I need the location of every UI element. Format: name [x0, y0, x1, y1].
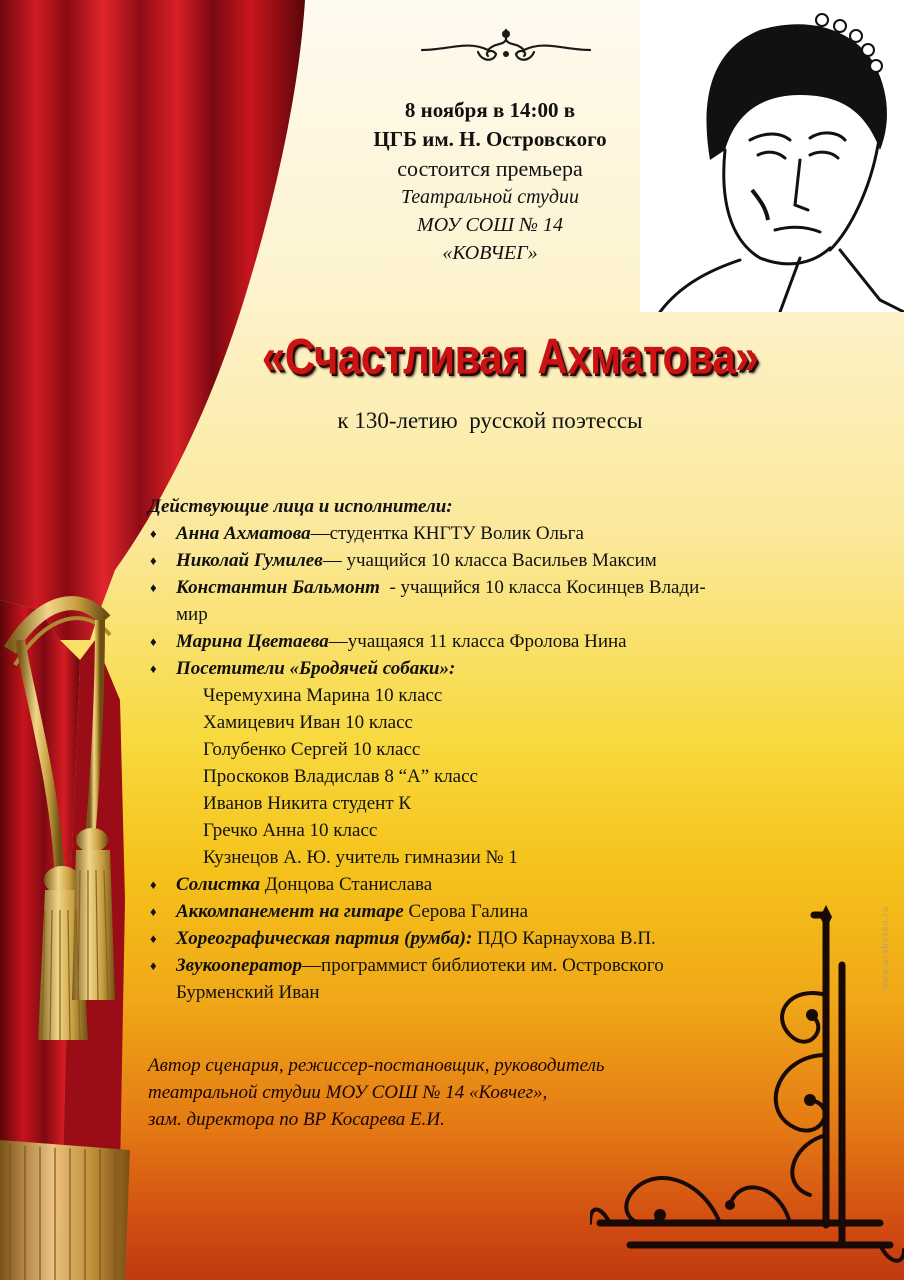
- cast-heading: Действующие лица и исполнители:: [148, 496, 453, 517]
- cast-role: Солистка: [176, 874, 261, 895]
- cast-role: Константин Бальмонт: [176, 577, 380, 598]
- diamond-bullet-icon: ♦: [150, 904, 157, 919]
- author-line: Автор сценария, режиссер-постановщик, руководитель: [148, 1055, 605, 1076]
- studio-name: «КОВЧЕГ»: [442, 242, 538, 264]
- diamond-bullet-icon: ♦: [150, 661, 157, 676]
- cast-role: Звукооператор: [176, 955, 303, 976]
- diamond-bullet-icon: ♦: [150, 580, 157, 595]
- author-line: театральной студии МОУ СОШ № 14 «Ковчег»,: [148, 1082, 548, 1103]
- premiere-text: состоится премьера: [397, 156, 583, 181]
- visitor-item: Черемухина Марина 10 класс: [203, 685, 443, 706]
- cast-performer-continuation: Бурменский Иван: [176, 982, 320, 1003]
- visitor-item: Кузнецов А. Ю. учитель гимназии № 1: [203, 847, 518, 868]
- cast-performer: Донцова Станислава: [260, 874, 433, 895]
- diamond-bullet-icon: ♦: [150, 634, 157, 649]
- visitor-item: Хамицевич Иван 10 класс: [203, 712, 413, 733]
- list-item: [148, 628, 868, 655]
- list-item: [148, 655, 868, 871]
- akhmatova-portrait: [640, 0, 904, 312]
- visitor-item: Гречко Анна 10 класс: [203, 820, 378, 841]
- visitors-list: [176, 682, 868, 871]
- ornament-corner-icon: [590, 905, 904, 1280]
- diamond-bullet-icon: ♦: [150, 526, 157, 541]
- event-intro: [320, 96, 660, 267]
- play-title: «Счастливая Ахматова»: [261, 328, 759, 385]
- cast-performer: - учащийся 10 класса Косинцев Влади-: [379, 577, 706, 598]
- author-line: зам. директора по ВР Косарева Е.И.: [148, 1109, 445, 1130]
- event-venue: ЦГБ им. Н. Островского: [373, 127, 607, 151]
- cast-performer-continuation: мир: [176, 604, 208, 625]
- play-subtitle: к 130-летию русской поэтессы: [337, 408, 643, 433]
- event-date: 8 ноября в 14:00 в: [404, 98, 576, 122]
- cast-role: Николай Гумилев: [176, 550, 323, 571]
- list-item: [148, 871, 868, 898]
- diamond-bullet-icon: ♦: [150, 931, 157, 946]
- cast-performer: — учащийся 10 класса Васильев Максим: [322, 550, 657, 571]
- cast-performer: —студентка КНГТУ Волик Ольга: [310, 523, 584, 544]
- visitor-item: Проскоков Владислав 8 “А” класс: [203, 766, 478, 787]
- cast-role: Анна Ахматова: [176, 523, 311, 544]
- diamond-bullet-icon: ♦: [150, 553, 157, 568]
- school-text: МОУ СОШ № 14: [417, 214, 563, 236]
- studio-text: Театральной студии: [401, 186, 579, 208]
- list-item: [148, 520, 868, 547]
- cast-performer: —учащаяся 11 класса Фролова Нина: [328, 631, 627, 652]
- cast-role: Аккомпанемент на гитаре: [176, 901, 404, 922]
- ornament-top-icon: [418, 22, 594, 72]
- list-item: [148, 574, 868, 628]
- cast-role: Хореографическая партия (румба):: [176, 928, 473, 949]
- cast-performer: Серова Галина: [403, 901, 529, 922]
- list-item: [148, 547, 868, 574]
- cast-role: Посетители «Бродячей собаки»:: [176, 658, 456, 679]
- visitor-item: Голубенко Сергей 10 класс: [203, 739, 421, 760]
- diamond-bullet-icon: ♦: [150, 958, 157, 973]
- cast-performer: —программист библиотеки им. Островского: [302, 955, 664, 976]
- cast-performer: ПДО Карнаухова В.П.: [472, 928, 656, 949]
- diamond-bullet-icon: ♦: [150, 877, 157, 892]
- watermark: www.arabesko.ru: [880, 905, 890, 990]
- cast-role: Марина Цветаева: [176, 631, 329, 652]
- visitor-item: Иванов Никита студент К: [203, 793, 412, 814]
